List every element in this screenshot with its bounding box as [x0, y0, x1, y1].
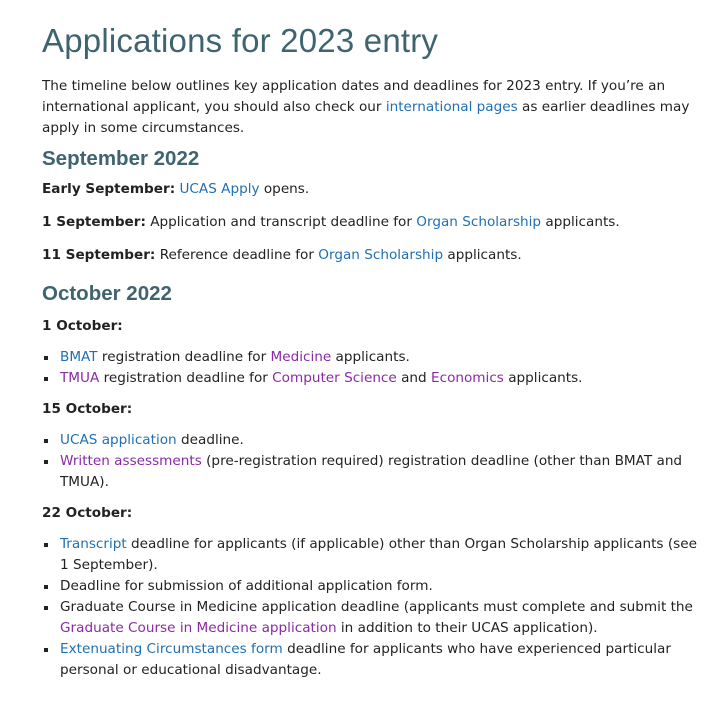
- item-text: (pre-registration required) registration deadline (other than BMAT and TMUA).: [60, 453, 683, 490]
- tmua-link[interactable]: TMUA: [60, 370, 100, 386]
- item-text: registration deadline for: [97, 349, 271, 365]
- oct-22-date: [42, 503, 704, 524]
- oct-1-list: [42, 347, 704, 389]
- intro-text-end: as earlier deadlines may apply in some circumstances.: [42, 99, 690, 136]
- list-item: [60, 597, 704, 639]
- oct-15-list: [42, 430, 704, 493]
- bullet-icon: [44, 585, 48, 589]
- item-text: Graduate Course in Medicine application deadline (applicants must complete and submit the: [60, 599, 693, 615]
- gcm-application-link[interactable]: Graduate Course in Medicine application: [60, 620, 337, 636]
- date-label: 11 September:: [42, 247, 156, 263]
- list-item: [60, 534, 704, 576]
- intro-paragraph: [42, 76, 704, 139]
- september-heading: September 2022: [42, 147, 200, 170]
- ucas-apply-link[interactable]: UCAS Apply: [179, 181, 260, 197]
- item-text: applicants.: [443, 247, 522, 263]
- extenuating-circumstances-link[interactable]: Extenuating Circumstances form: [60, 641, 283, 657]
- computer-science-link[interactable]: Computer Science: [272, 370, 397, 386]
- bullet-icon: [44, 377, 48, 381]
- item-text: registration deadline for: [99, 370, 273, 386]
- list-item: [60, 451, 704, 493]
- bullet-icon: [44, 460, 48, 464]
- early-september-item: [42, 179, 704, 200]
- list-item: [60, 576, 704, 597]
- item-text: applicants.: [503, 370, 583, 386]
- sept-11-item: [42, 245, 704, 266]
- bmat-link[interactable]: BMAT: [60, 349, 98, 365]
- intro-text: The timeline below outlines key application dates and deadlines for 2023 entry. If you’re an international applicant, you should also check our: [42, 78, 666, 115]
- list-item: [60, 639, 704, 681]
- date-label: 1 September:: [42, 214, 146, 230]
- date-label: 1 October:: [42, 318, 123, 334]
- oct-15-date: [42, 399, 704, 420]
- oct-22-list: [42, 534, 704, 681]
- item-text: deadline for applicants who have experienced particular personal or educational disadvantage.: [60, 641, 671, 678]
- bullet-icon: [44, 648, 48, 652]
- list-item: [60, 368, 704, 389]
- october-heading: October 2022: [42, 282, 172, 305]
- item-text: in addition to their UCAS application).: [336, 620, 598, 636]
- ucas-application-link[interactable]: UCAS application: [60, 432, 177, 448]
- item-text: Deadline for submission of additional application form.: [60, 578, 433, 594]
- bullet-icon: [44, 606, 48, 610]
- item-text: and: [396, 370, 431, 386]
- page-title: Applications for 2023 entry: [42, 22, 439, 59]
- item-text: opens.: [259, 181, 310, 197]
- date-label: 22 October:: [42, 505, 133, 521]
- list-item: [60, 430, 704, 451]
- item-text: deadline for applicants (if applicable) other than Organ Scholarship applicants (see 1 September).: [60, 536, 697, 573]
- sept-1-item: [42, 212, 704, 233]
- item-text: deadline.: [176, 432, 244, 448]
- bullet-icon: [44, 439, 48, 443]
- transcript-link[interactable]: Transcript: [60, 536, 127, 552]
- item-text: applicants.: [331, 349, 410, 365]
- list-item: [60, 347, 704, 368]
- oct-1-date: [42, 316, 704, 337]
- date-label: Early September:: [42, 181, 176, 197]
- date-label: 15 October:: [42, 401, 133, 417]
- bullet-icon: [44, 543, 48, 547]
- organ-scholarship-link[interactable]: Organ Scholarship: [416, 214, 542, 230]
- international-pages-link[interactable]: international pages: [385, 99, 518, 115]
- item-text: Reference deadline for: [155, 247, 319, 263]
- bullet-icon: [44, 356, 48, 360]
- medicine-link[interactable]: Medicine: [270, 349, 332, 365]
- written-assessments-link[interactable]: Written assessments: [60, 453, 202, 469]
- item-text: Application and transcript deadline for: [145, 214, 417, 230]
- organ-scholarship-link-2[interactable]: Organ Scholarship: [318, 247, 444, 263]
- economics-link[interactable]: Economics: [431, 370, 504, 386]
- item-text: applicants.: [541, 214, 620, 230]
